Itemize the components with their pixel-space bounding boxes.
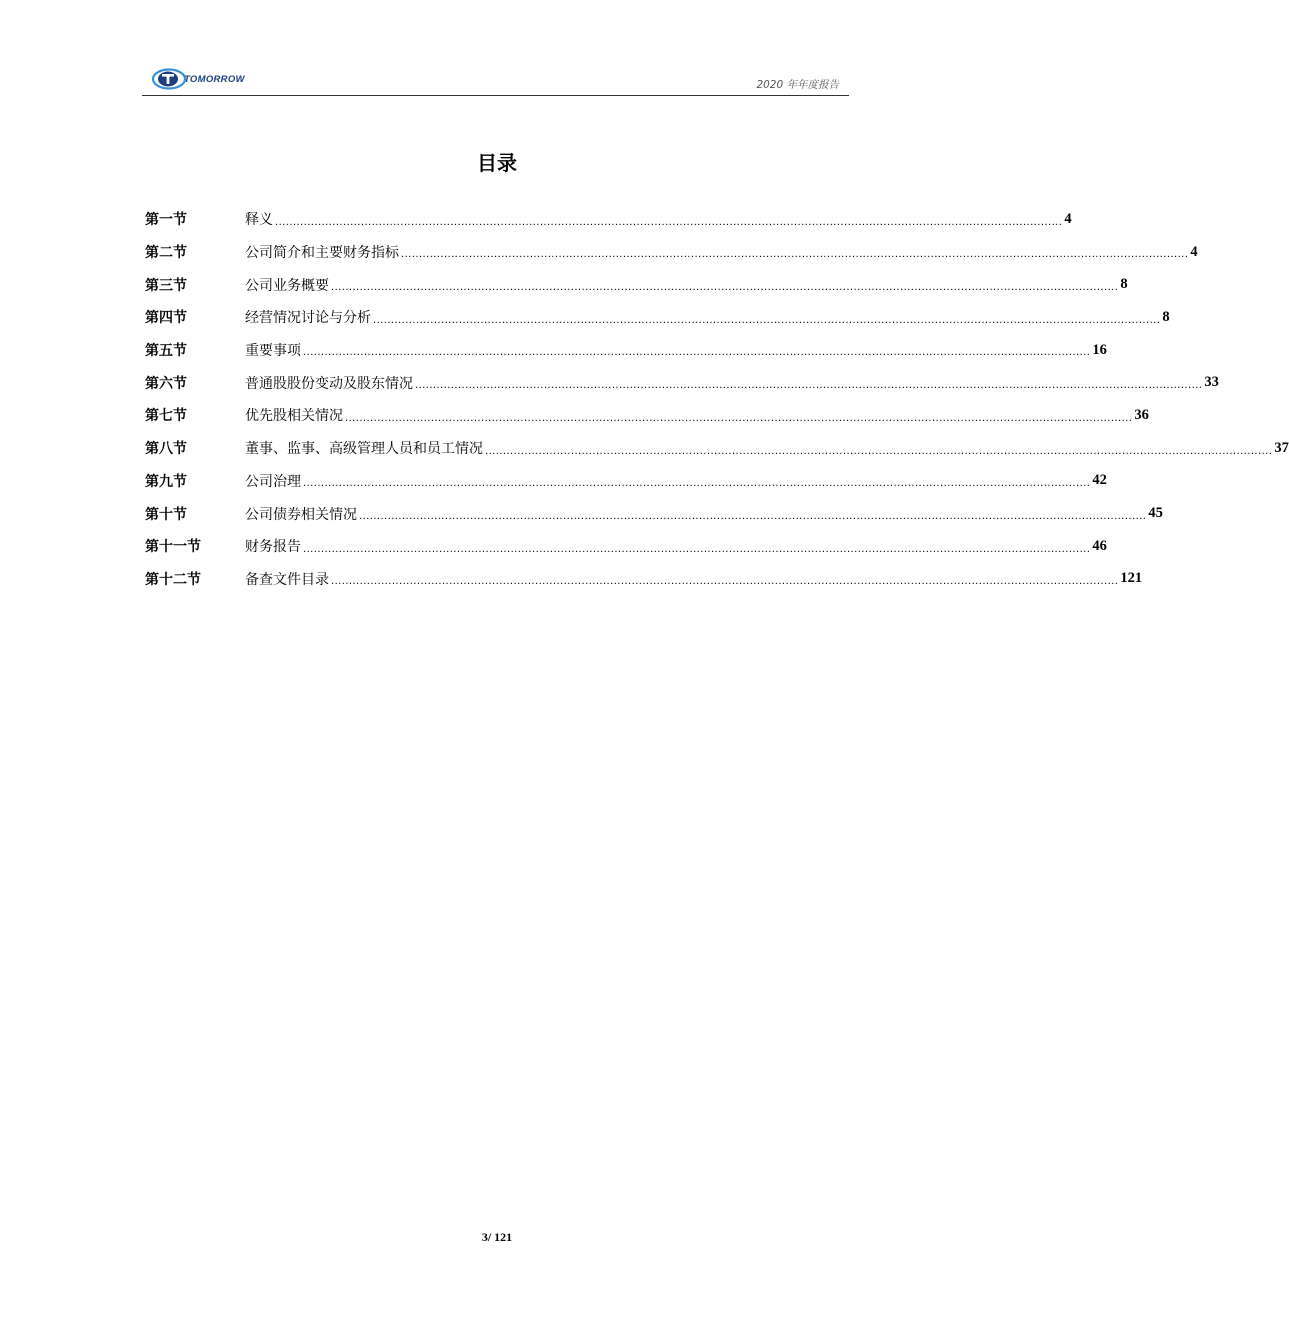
toc-entry[interactable] — [145, 236, 1198, 269]
toc-leader-dots: ............................................................................................................................................................................................................................ — [415, 380, 1203, 392]
toc-section-number: 第二节 — [145, 245, 187, 262]
toc-page-number: 8 — [1120, 276, 1128, 293]
toc-section-title: 经营情况讨论与分析 — [245, 310, 371, 327]
toc-section-number: 第九节 — [145, 473, 187, 490]
toc-page-number: 4 — [1190, 243, 1198, 260]
toc-section-title: 备查文件目录 — [245, 571, 329, 588]
toc-leader-dots: ............................................................................................................................................................................................................................ — [345, 412, 1133, 424]
toc-section-number: 第三节 — [145, 277, 187, 294]
toc-page-number: 121 — [1120, 570, 1143, 587]
report-label: 2020 年年度报告 — [756, 79, 839, 91]
toc-page-number: 16 — [1092, 341, 1107, 358]
toc-leader-dots: ............................................................................................................................................................................................................................ — [331, 282, 1119, 294]
toc-section-number: 第六节 — [145, 375, 187, 392]
toc-section-title: 公司简介和主要财务指标 — [245, 245, 399, 262]
page-header — [142, 64, 849, 96]
toc-section-title: 董事、监事、高级管理人员和员工情况 — [245, 441, 483, 458]
toc-leader-dots: ............................................................................................................................................................................................................................ — [401, 249, 1189, 261]
toc-entry[interactable] — [145, 465, 1107, 498]
toc-entry[interactable] — [145, 301, 1170, 334]
toc-entry[interactable] — [145, 563, 1143, 596]
toc-leader-dots: ............................................................................................................................................................................................................................ — [331, 576, 1119, 588]
company-logo — [152, 68, 245, 90]
toc-entry[interactable] — [145, 399, 1149, 432]
toc-section-number: 第四节 — [145, 310, 187, 327]
toc-entry[interactable] — [145, 432, 1289, 465]
toc-section-title: 公司债券相关情况 — [245, 506, 357, 523]
toc-page-number: 46 — [1092, 537, 1107, 554]
toc-leader-dots: ............................................................................................................................................................................................................................ — [303, 478, 1091, 490]
tomorrow-logo-icon — [152, 68, 186, 90]
page-footer-number: 3/ 121 — [481, 1230, 513, 1244]
toc-section-number: 第一节 — [145, 212, 187, 229]
toc-section-number: 第七节 — [145, 408, 187, 425]
table-of-contents — [145, 203, 1289, 595]
toc-entry[interactable] — [145, 530, 1107, 563]
toc-page-number: 42 — [1092, 472, 1107, 489]
toc-leader-dots: ............................................................................................................................................................................................................................ — [359, 510, 1147, 522]
toc-page-number: 36 — [1134, 406, 1149, 423]
toc-leader-dots: ............................................................................................................................................................................................................................ — [303, 347, 1091, 359]
toc-page-number: 33 — [1204, 374, 1219, 391]
toc-entry[interactable] — [145, 268, 1128, 301]
toc-page-number: 8 — [1162, 308, 1170, 325]
toc-section-title: 普通股股份变动及股东情况 — [245, 375, 413, 392]
toc-entry[interactable] — [145, 203, 1072, 236]
toc-section-title: 公司业务概要 — [245, 277, 329, 294]
toc-leader-dots: ............................................................................................................................................................................................................................ — [303, 543, 1091, 555]
toc-section-title: 重要事项 — [245, 343, 301, 360]
toc-entry[interactable] — [145, 366, 1219, 399]
toc-entry[interactable] — [145, 334, 1107, 367]
toc-page-number: 37 — [1274, 439, 1289, 456]
toc-section-number: 第五节 — [145, 343, 187, 360]
toc-section-number: 第十节 — [145, 506, 187, 523]
toc-leader-dots: ............................................................................................................................................................................................................................ — [485, 445, 1273, 457]
toc-leader-dots: ............................................................................................................................................................................................................................ — [373, 314, 1161, 326]
page-title: 目录 — [477, 151, 517, 175]
toc-section-title: 优先股相关情况 — [245, 408, 343, 425]
logo-wordmark: TOMORROW — [184, 73, 245, 85]
toc-section-number: 第十一节 — [145, 539, 201, 556]
toc-leader-dots: ............................................................................................................................................................................................................................ — [275, 216, 1063, 228]
toc-section-title: 财务报告 — [245, 539, 301, 556]
toc-section-title: 释义 — [245, 212, 273, 229]
toc-section-number: 第八节 — [145, 441, 187, 458]
toc-page-number: 45 — [1148, 505, 1163, 522]
toc-section-title: 公司治理 — [245, 473, 301, 490]
toc-entry[interactable] — [145, 497, 1163, 530]
toc-page-number: 4 — [1064, 210, 1072, 227]
toc-section-number: 第十二节 — [145, 571, 201, 588]
